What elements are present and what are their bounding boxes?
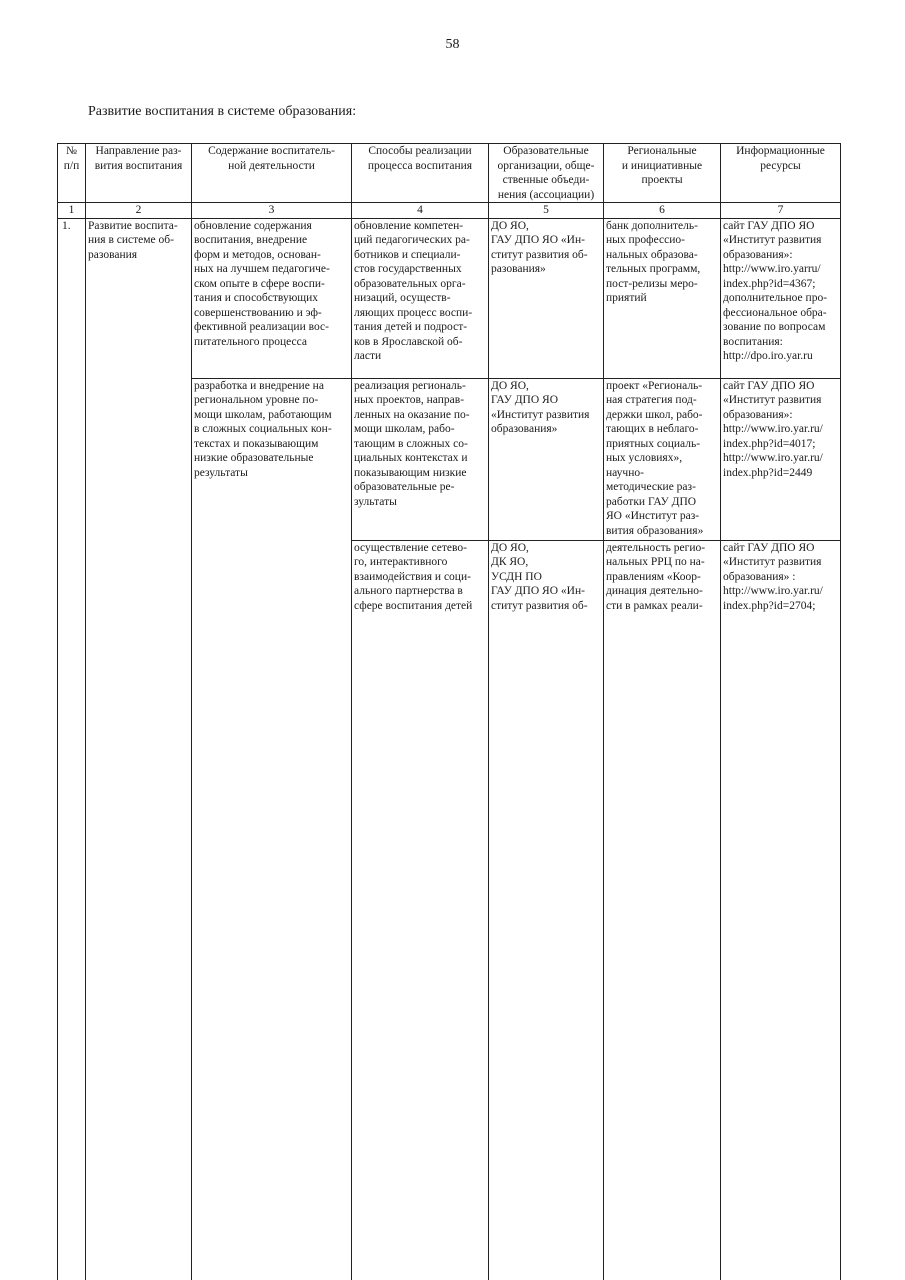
cell-line: Информационные [736, 145, 825, 157]
cell-line: держки школ, рабо- [606, 408, 703, 421]
cell-line: циальных контекстах и [354, 452, 468, 464]
cell-line: http://www.iro.yar.ru/ [723, 585, 823, 597]
column-number-cell: 4 [352, 203, 489, 219]
cell-line: «Институт развития [723, 234, 822, 246]
cell-line: динация деятельно- [606, 585, 703, 597]
methods-cell [352, 218, 489, 378]
cell-line: http://www.iro.yarru/ [723, 263, 821, 275]
cell-line: тельных программ, [606, 263, 701, 275]
cell-line: ДК ЯО, [491, 556, 529, 568]
table-row [58, 218, 841, 378]
resources-cell [721, 218, 841, 378]
cell-line: низаций, осуществ- [354, 292, 451, 304]
cell-line: пост-релизы меро- [606, 277, 698, 290]
cell-line: зультаты [354, 495, 397, 508]
column-number-row [58, 203, 841, 219]
cell-line: Развитие воспита- [88, 219, 178, 232]
header-cell [86, 144, 192, 203]
cell-line: ального партнерства в [354, 585, 463, 597]
cell-line: ботников и специали- [354, 248, 461, 261]
header-cell [489, 144, 604, 203]
cell-line: процесса воспитания [367, 159, 473, 172]
header-cell [352, 144, 489, 203]
cell-line: осуществление сетево- [354, 541, 467, 554]
cell-line: ЯО «Институт раз- [606, 510, 700, 522]
cell-line: вития воспитания [94, 159, 183, 172]
cell-line: образования» [491, 423, 558, 435]
cell-line: п/п [63, 159, 80, 172]
cell-line: сфере воспитания детей [354, 599, 473, 612]
cell-line: и инициативные [621, 159, 703, 172]
cell-line: Образовательные [503, 145, 589, 157]
section-title: Развитие воспитания в системе образования: [88, 104, 357, 119]
cell-line: показывающим низкие [354, 466, 467, 479]
cell-line: в сложных социальных кон- [194, 423, 332, 435]
cell-line: тания детей и подрост- [354, 321, 468, 333]
column-number-cell: 2 [86, 203, 192, 219]
cell-line: нальных образова- [606, 248, 698, 261]
cell-line: ляющих процесс воспи- [354, 306, 473, 319]
cell-line: ная стратегия под- [606, 394, 697, 406]
cell-line: ДО ЯО, [491, 219, 529, 232]
cell-line: http://dpo.iro.yar.ru [723, 350, 813, 362]
cell-line: ГАУ ДПО ЯО «Ин- [491, 585, 585, 597]
cell-line: разования [88, 248, 138, 261]
cell-line: банк дополнитель- [606, 219, 698, 232]
column-number-cell: 3 [192, 203, 352, 219]
cell-line: организации, обще- [497, 159, 595, 172]
cell-line: ных проектов, направ- [354, 394, 465, 406]
cell-line: образовательные ре- [354, 481, 455, 493]
direction-cell [86, 218, 192, 1280]
cell-line: форм и методов, основан- [194, 248, 321, 261]
cell-line: правлениям «Коор- [606, 570, 701, 583]
cell-line: ском опыте в сфере воспи- [194, 277, 325, 290]
cell-line: Направление раз- [95, 145, 182, 157]
cell-line: питательного процесса [194, 335, 308, 348]
cell-line: нения (ассоциации) [497, 188, 595, 201]
cell-line: воспитания, внедрение [194, 234, 308, 246]
cell-line: сайт ГАУ ДПО ЯО [723, 379, 815, 392]
cell-line: ных условиях», [606, 452, 683, 464]
cell-line: тающим в сложных со- [354, 437, 468, 450]
cell-line: ститут развития об- [491, 248, 588, 261]
cell-line: научно- [606, 466, 644, 479]
organizations-cell [489, 218, 604, 378]
cell-line: сайт ГАУ ДПО ЯО [723, 541, 815, 554]
cell-line: ГАУ ДПО ЯО [491, 394, 559, 406]
cell-line: ласти [354, 350, 382, 362]
cell-line: ДО ЯО, [491, 541, 529, 554]
resources-cell [721, 378, 841, 540]
education-table [57, 143, 841, 1280]
cell-line: проект «Региональ- [606, 379, 703, 392]
cell-line: «Институт развития [723, 394, 822, 406]
cell-line: разования» [491, 263, 546, 275]
cell-line: «Институт развития [491, 408, 590, 421]
cell-line: зование по вопросам [723, 321, 826, 333]
cell-line: реализация региональ- [354, 379, 466, 392]
cell-line: УСДН ПО [491, 570, 542, 583]
header-cell [604, 144, 721, 203]
organizations-cell [489, 540, 604, 1280]
resources-cell [721, 540, 841, 1280]
cell-line: № [66, 145, 77, 157]
cell-line: ных на лучшем педагогиче- [194, 263, 330, 275]
cell-line: index.php?id=2704; [723, 599, 816, 612]
cell-line: взаимодействия и соци- [354, 570, 471, 583]
cell-line: образовательных орга- [354, 277, 466, 290]
content-cell [192, 218, 352, 378]
cell-line: совершенствованию и эф- [194, 306, 322, 319]
header-row [58, 144, 841, 203]
cell-line: index.php?id=4367; [723, 277, 816, 290]
cell-line: ния в системе об- [88, 234, 174, 246]
cell-line: ков в Ярославской об- [354, 335, 463, 348]
header-cell [721, 144, 841, 203]
cell-line: образования»: [723, 408, 793, 421]
cell-line: тания и способствующих [194, 292, 319, 304]
cell-line: деятельность регио- [606, 541, 706, 554]
projects-cell [604, 218, 721, 378]
cell-line: дополнительное про- [723, 292, 828, 304]
projects-cell [604, 378, 721, 540]
cell-line: Региональные [627, 145, 697, 157]
column-number-cell: 5 [489, 203, 604, 219]
cell-line: нальных РРЦ по на- [606, 556, 705, 568]
column-number-cell: 1 [58, 203, 86, 219]
cell-line: ленных на оказание по- [354, 408, 470, 421]
projects-cell [604, 540, 721, 1280]
cell-line: ций педагогических ра- [354, 234, 470, 246]
cell-line: стов государственных [354, 263, 462, 275]
cell-line: обновление компетен- [354, 219, 464, 232]
organizations-cell [489, 378, 604, 540]
column-number-cell: 7 [721, 203, 841, 219]
cell-line: тающих в неблаго- [606, 423, 699, 435]
cell-line: го, интерактивного [354, 556, 448, 568]
cell-line: Способы реализации [368, 145, 472, 157]
cell-line: ных профессио- [606, 234, 685, 246]
cell-line: мощи школам, рабо- [354, 423, 455, 435]
cell-line: приятных социаль- [606, 437, 701, 450]
cell-line: фективной реализации вос- [194, 321, 329, 333]
cell-line: Содержание воспитатель- [208, 145, 335, 157]
content-cell [192, 378, 352, 1280]
cell-line: http://www.iro.yar.ru/ [723, 423, 823, 435]
cell-line: ресурсы [760, 159, 801, 172]
cell-line: ДО ЯО, [491, 379, 529, 392]
cell-line: http://www.iro.yar.ru/ [723, 452, 823, 464]
cell-line: ной деятельности [228, 159, 315, 172]
cell-line: образования» : [723, 570, 796, 583]
cell-line: фессиональное обра- [723, 306, 827, 319]
cell-line: результаты [194, 466, 248, 479]
cell-line: проекты [641, 174, 683, 186]
cell-line: вития образования» [606, 524, 704, 537]
cell-line: index.php?id=2449 [723, 466, 813, 479]
cell-line: сайт ГАУ ДПО ЯО [723, 219, 815, 232]
cell-line: «Институт развития [723, 556, 822, 568]
cell-line: приятий [606, 292, 647, 304]
cell-line: воспитания: [723, 335, 783, 348]
cell-line: разработка и внедрение на [194, 379, 324, 392]
cell-line: региональном уровне по- [194, 394, 319, 406]
methods-cell [352, 540, 489, 1280]
column-number-cell: 6 [604, 203, 721, 219]
cell-line: обновление содержания [194, 219, 312, 232]
cell-line: низкие образовательные [194, 452, 314, 464]
cell-line: ственные объеди- [502, 174, 590, 186]
methods-cell [352, 378, 489, 540]
cell-line: текстах и показывающим [194, 437, 319, 450]
cell-line: ГАУ ДПО ЯО «Ин- [491, 234, 585, 246]
cell-line: образования»: [723, 248, 793, 261]
cell-line: сти в рамках реали- [606, 599, 703, 612]
header-cell [192, 144, 352, 203]
cell-line: ститут развития об- [491, 599, 588, 612]
cell-line: мощи школам, работающим [194, 408, 332, 421]
cell-line: работки ГАУ ДПО [606, 495, 697, 508]
header-cell [58, 144, 86, 203]
cell-line: методические раз- [606, 481, 696, 493]
page-number: 58 [445, 37, 460, 52]
cell-line: index.php?id=4017; [723, 437, 816, 450]
row-number-cell: 1. [58, 218, 86, 1280]
